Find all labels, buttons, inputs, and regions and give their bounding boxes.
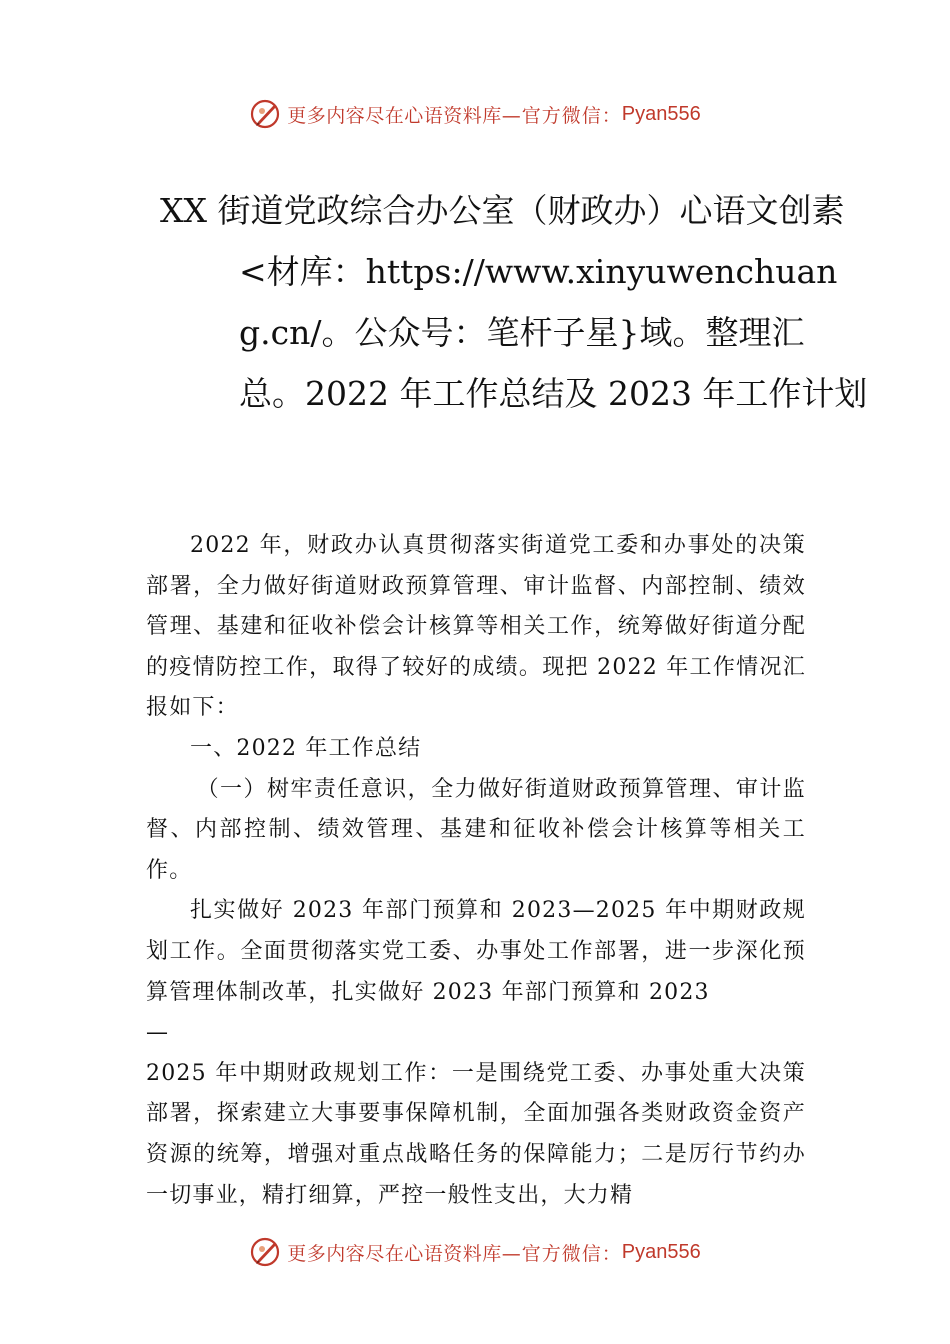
footer-banner [0,1232,950,1272]
banner-sub-text: —官方微信： [501,1242,622,1265]
header-banner [0,94,950,134]
pen-logo-icon [249,97,283,131]
banner-wechat-id: Pyan556 [621,1240,701,1263]
section-heading: 一、2022 年工作总结 [190,735,422,761]
paragraph-dash: — [146,1020,170,1046]
document-body [146,526,806,1216]
paragraph-budget: 扎实做好 2023 年部门预算和 2023—2025 年中期财政规划工作。全面贯彻落实党工委、办事处工作部署，进一步深化预算管理体制改革，扎实做好 2023 年部门预算和 2023 [146,898,806,1005]
subsection-heading: （一）树牢责任意识，全力做好街道财政预算管理、审计监督、内部控制、绩效管理、基建和征收补偿会计核算等相关工作。 [146,776,806,883]
banner-wechat-id: Pyan556 [621,102,701,125]
document-title: XX 街道党政综合办公室（财政办）心语文创素<材库：https://www.xinyuwenchuang.cn/。公众号：笔杆子星}域。整理汇总。2022 年工作总结及 2023 年工作计划 [160,191,868,413]
paragraph-continued: 2025 年中期财政规划工作：一是围绕党工委、办事处重大决策部署，探索建立大事要事保障机制，全面加强各类财政资金资产资源的统筹，增强对重点战略任务的保障能力；二是厉行节约办一切事业，精打细算，严控一般性支出，大力精 [146,1060,806,1208]
banner-main-text: 更多内容尽在心语资料库 [287,104,502,127]
banner-main-text: 更多内容尽在心语资料库 [287,1242,502,1265]
pen-logo-icon [249,1235,283,1269]
banner-sub-text: —官方微信： [501,104,622,127]
paragraph-intro: 2022 年，财政办认真贯彻落实街道党工委和办事处的决策部署，全力做好街道财政预算管理、审计监督、内部控制、绩效管理、基建和征收补偿会计核算等相关工作，统筹做好街道分配的疫情防控工作，取得了较好的成绩。现把 2022 年工作情况汇报如下： [146,533,806,721]
